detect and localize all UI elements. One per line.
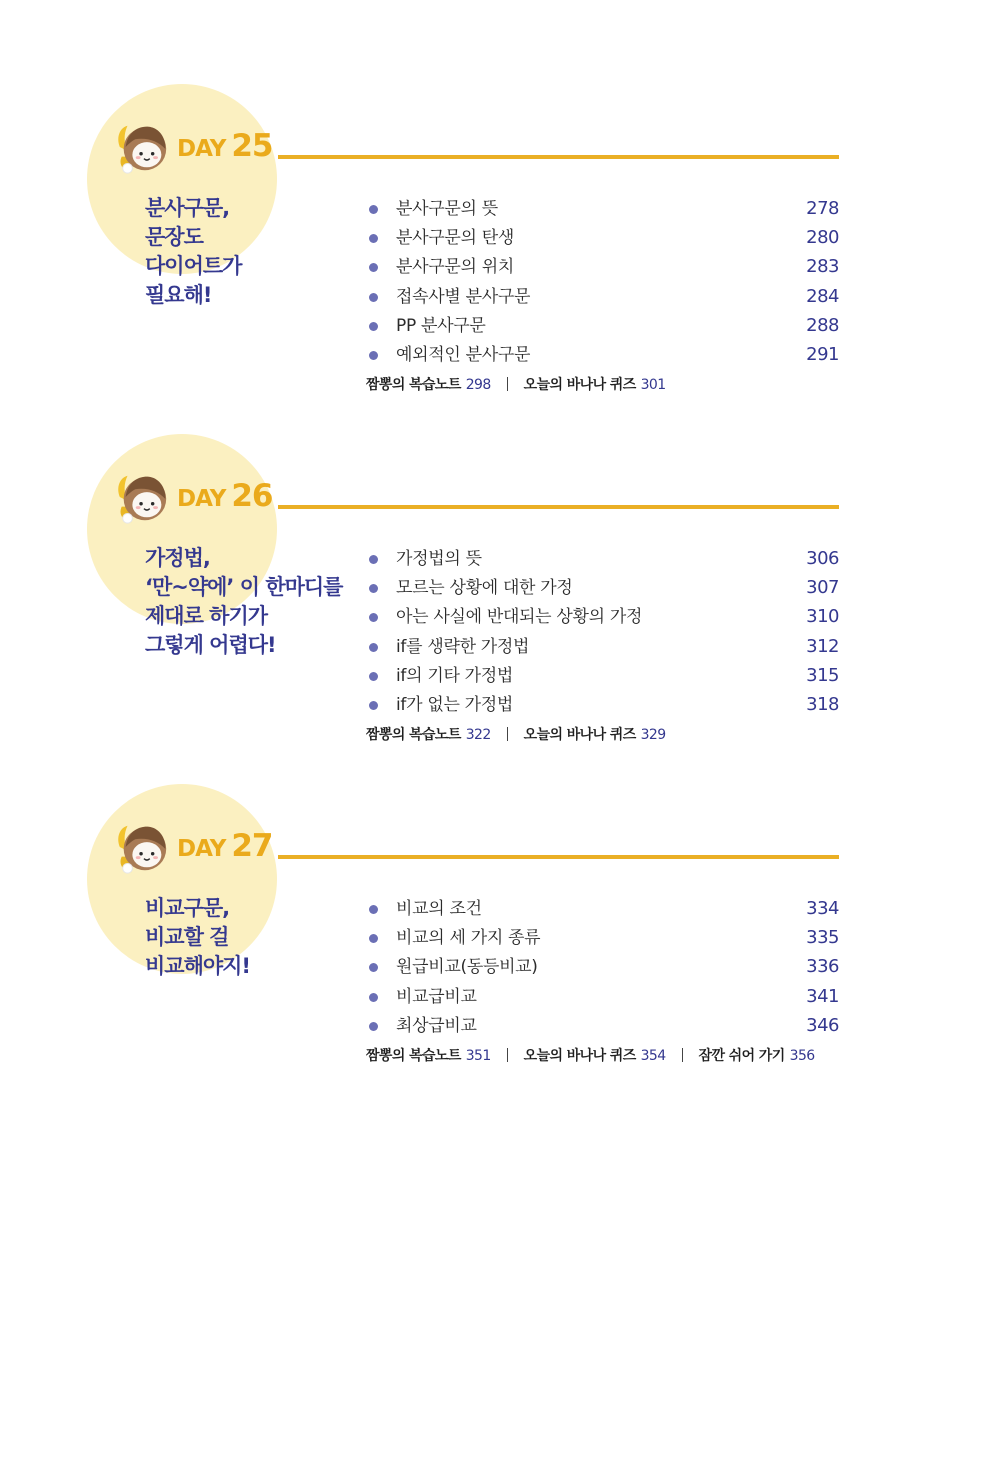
extras-entry[interactable] [366,1048,491,1064]
extras-page: 329 [640,727,666,744]
chapter-title [145,544,342,660]
toc-item-page: 278 [806,198,839,219]
bullet-dot-icon [369,263,378,272]
bullet-dot-icon [369,322,378,331]
toc-item-page: 283 [806,256,839,278]
toc-item-title: if가 없는 가정법 [396,694,514,715]
extras-label: 짬뽕의 복습노트 [366,1048,461,1064]
toc-item-title: PP 분사구문 [396,315,486,336]
toc-item[interactable] [366,984,839,1013]
chapter-title-line: 제대로 하기가 [145,604,268,628]
day-number: 26 [231,478,273,514]
extras-page: 301 [640,377,666,394]
toc-item-page: 307 [806,577,839,599]
chapter-title-line: 비교해야지! [145,954,251,978]
day-number: 27 [231,828,273,864]
chapter-title-line: 다이어트가 [145,254,242,278]
extras-entry[interactable] [699,1048,815,1064]
bullet-dot-icon [369,672,378,681]
day-section-25 [0,0,1004,394]
day-number: 25 [231,128,273,164]
toc-item-title: 비교의 조건 [396,899,482,919]
bullet-dot-icon [369,293,378,302]
toc-item-title: 분사구문의 위치 [396,257,514,278]
toc-item[interactable] [366,196,839,225]
toc-item-title: 원급비교(동등비교) [396,957,538,978]
chapter-title-line: ‘만~약에’ 이 한마디를 [145,575,343,599]
toc-item-title: 접속사별 분사구문 [396,286,531,307]
toc-item[interactable] [366,604,839,633]
toc-item-page: 312 [806,635,839,657]
toc-item-page: 318 [806,693,839,715]
chapter-title-line: 그렇게 어렵다! [145,633,276,657]
toc-item[interactable] [366,284,839,313]
toc-item[interactable] [366,663,839,692]
extras-label: 오늘의 바나나 퀴즈 [523,377,636,394]
bullet-dot-icon [369,905,378,914]
toc-item[interactable] [366,925,839,954]
day-word: DAY [177,136,226,162]
toc-item-page: 280 [806,227,839,249]
extras-line [366,1046,815,1066]
day-section-26 [0,350,1004,744]
bullet-dot-icon [369,584,378,593]
toc-item-title: 분사구문의 뜻 [396,199,498,219]
extras-label: 짬뽕의 복습노트 [366,377,461,394]
toc-item-page: 334 [806,898,839,919]
toc-item[interactable] [366,1013,839,1042]
extras-label: 오늘의 바나나 퀴즈 [523,727,636,744]
chapter-title-line: 문장도 [145,225,203,249]
banana-mascot-icon [114,468,172,526]
extras-separator [507,1048,508,1062]
toc-item[interactable] [366,575,839,604]
chapter-title-line: 비교구문, [145,896,230,920]
toc-item-title: 비교의 세 가지 종류 [396,928,541,949]
toc-item[interactable] [366,546,839,575]
toc-item-title: 아는 사실에 반대되는 상황의 가정 [396,607,643,628]
toc-item-page: 310 [806,606,839,628]
extras-page: 356 [789,1048,815,1064]
toc-item[interactable] [366,225,839,254]
toc-item[interactable] [366,254,839,283]
toc-item-page: 291 [806,343,839,365]
toc-item[interactable] [366,313,839,342]
chapter-title-line: 필요해! [145,283,212,307]
toc-item[interactable] [366,954,839,983]
toc-item-page: 341 [806,985,839,1007]
toc-item-title: 모르는 상황에 대한 가정 [396,578,573,599]
toc-item[interactable] [366,896,839,925]
section-divider [278,505,839,509]
banana-mascot-icon [114,818,172,876]
day-label [177,128,273,164]
bullet-dot-icon [369,934,378,943]
toc-item-list [366,196,839,371]
toc-item-page: 346 [806,1014,839,1036]
chapter-title [145,894,250,981]
day-word: DAY [177,836,226,862]
bullet-dot-icon [369,1022,378,1031]
bullet-dot-icon [369,643,378,652]
extras-page: 354 [640,1048,666,1064]
toc-item-title: if를 생략한 가정법 [396,636,530,657]
toc-item[interactable] [366,634,839,663]
toc-item-title: 분사구문의 탄생 [396,228,514,249]
toc-item-title: 비교급비교 [396,986,477,1007]
extras-label: 오늘의 바나나 퀴즈 [523,1048,636,1064]
day-label [177,828,273,864]
extras-page: 322 [465,727,491,744]
extras-label: 짬뽕의 복습노트 [366,727,461,744]
toc-item-page: 315 [806,664,839,686]
extras-page: 351 [465,1048,491,1064]
bullet-dot-icon [369,963,378,972]
toc-item-list [366,896,839,1042]
bullet-dot-icon [369,993,378,1002]
bullet-dot-icon [369,613,378,622]
toc-item-page: 284 [806,285,839,307]
extras-label: 잠깐 쉬어 가기 [698,1048,785,1064]
toc-item-page: 336 [806,956,839,978]
toc-item-title: if의 기타 가정법 [396,665,514,686]
section-divider [278,855,839,859]
extras-entry[interactable] [524,1048,666,1064]
day-word: DAY [177,486,226,512]
toc-item-title: 최상급비교 [396,1015,477,1036]
toc-item-title: 가정법의 뜻 [396,549,482,569]
day-label [177,478,273,514]
extras-separator [682,1048,683,1062]
chapter-title-line: 비교할 걸 [145,925,229,949]
chapter-title-line: 분사구문, [145,196,230,220]
toc-item-list [366,546,839,721]
toc-item-title: 예외적인 분사구문 [396,344,531,365]
chapter-title-line: 가정법, [145,546,210,570]
toc-item-page: 335 [806,927,839,949]
toc-item-page: 288 [806,314,839,336]
chapter-title [145,194,241,310]
banana-mascot-icon [114,118,172,176]
extras-page: 298 [465,377,491,394]
bullet-dot-icon [369,555,378,564]
day-section-27 [0,700,1004,1064]
toc-item-page: 306 [806,548,839,569]
bullet-dot-icon [369,205,378,214]
section-divider [278,155,839,159]
bullet-dot-icon [369,234,378,243]
